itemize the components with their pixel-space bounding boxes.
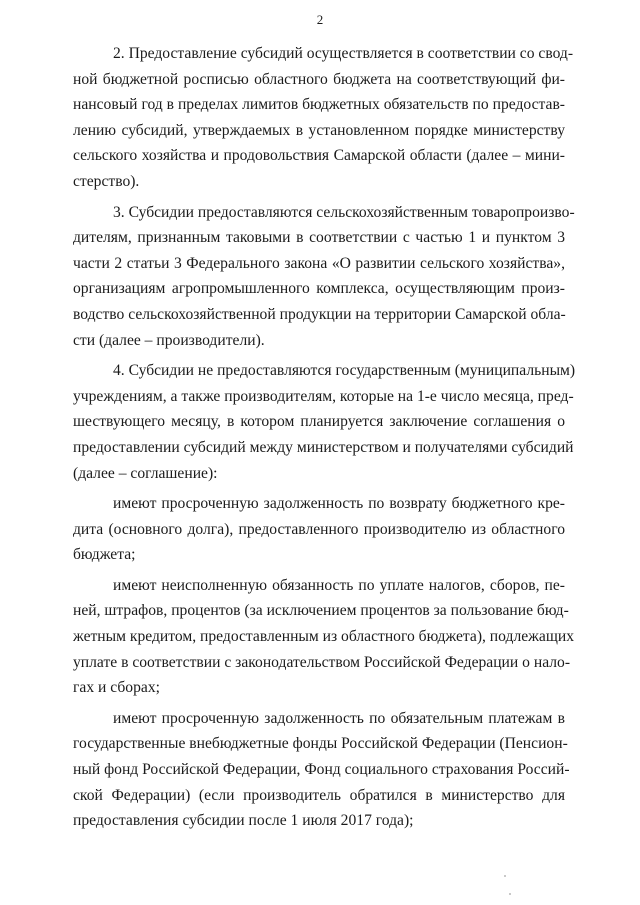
scan-speck <box>504 875 506 877</box>
paragraph-line: жетным кредитом, предоставленным из областного бюджета), подлежащих <box>73 628 574 646</box>
page-number: 2 <box>316 12 324 27</box>
paragraph-line: ской Федерации) (если производитель обратился в министерство для <box>73 786 565 804</box>
paragraph-line: (далее – соглашение): <box>73 464 218 482</box>
paragraph-2 <box>73 41 574 195</box>
paragraph-line: водство сельскохозяйственной продукции на территории Самарской обла- <box>73 305 566 323</box>
paragraph-line: сти (далее – производители). <box>73 331 265 349</box>
paragraph-line: бюджета; <box>73 546 136 564</box>
paragraph-line: предоставлении субсидий между министерством и получателями субсидий <box>73 438 574 456</box>
paragraph-4 <box>73 358 576 486</box>
paragraph-line: нансовый год в пределах лимитов бюджетных обязательств по предостав- <box>73 96 565 114</box>
list-item-budget-credit-debt <box>73 491 565 568</box>
paragraph-line: лению субсидий, утверждаемых в установленном порядке министерству <box>73 121 565 139</box>
paragraph-line: предоставления субсидии после 1 июля 2017 года); <box>73 812 414 830</box>
paragraph-3 <box>73 200 575 354</box>
paragraph-line: учреждениям, а также производителям, которые на 1-е число месяца, пред- <box>73 387 574 405</box>
paragraph-line: имеют неисполненную обязанность по уплате налогов, сборов, пе- <box>113 576 565 594</box>
paragraph-line: ной бюджетной росписью областного бюджета на соответствующий фи- <box>73 70 565 88</box>
paragraph-line: дителям, признанным таковыми в соответствии с частью 1 и пунктом 3 <box>73 229 565 247</box>
paragraph-line: 2. Предоставление субсидий осуществляется в соответствии со свод- <box>113 45 574 62</box>
paragraph-line: гах и сборах; <box>73 679 160 697</box>
list-item-extrabudgetary-funds-debt <box>73 706 570 834</box>
paragraph-line: ный фонд Российской Федерации, Фонд социального страхования Россий- <box>73 761 570 779</box>
paragraph-line: стерство). <box>73 172 140 190</box>
paragraph-line: 4. Субсидии не предоставляются государственным (муниципальным) <box>113 362 576 380</box>
paragraph-line: части 2 статьи 3 Федерального закона «О развитии сельского хозяйства», <box>73 254 565 272</box>
paragraph-line: шествующего месяцу, в котором планируется заключение соглашения о <box>73 413 565 431</box>
paragraph-line: имеют просроченную задолженность по обязательным платежам в <box>113 709 565 727</box>
paragraph-line: имеют просроченную задолженность по возврату бюджетного кре- <box>113 495 565 513</box>
paragraph-line: сельского хозяйства и продовольствия Самарской области (далее – мини- <box>73 147 565 165</box>
paragraph-line: уплате в соответствии с законодательством Российской Федерации о нало- <box>73 653 571 671</box>
paragraph-line: организациям агропромышленного комплекса, осуществляющим произ- <box>73 280 565 298</box>
paragraph-line: дита (основного долга), предоставленного производителю из областного <box>73 520 565 538</box>
scan-speck <box>509 893 511 895</box>
paragraph-line: государственные внебюджетные фонды Российской Федерации (Пенсион- <box>73 735 568 753</box>
paragraph-line: 3. Субсидии предоставляются сельскохозяйственным товаропроизво- <box>113 203 575 221</box>
list-item-tax-obligations <box>73 573 574 701</box>
document-body <box>73 41 576 839</box>
paragraph-line: ней, штрафов, процентов (за исключением процентов за пользование бюд- <box>73 602 569 620</box>
